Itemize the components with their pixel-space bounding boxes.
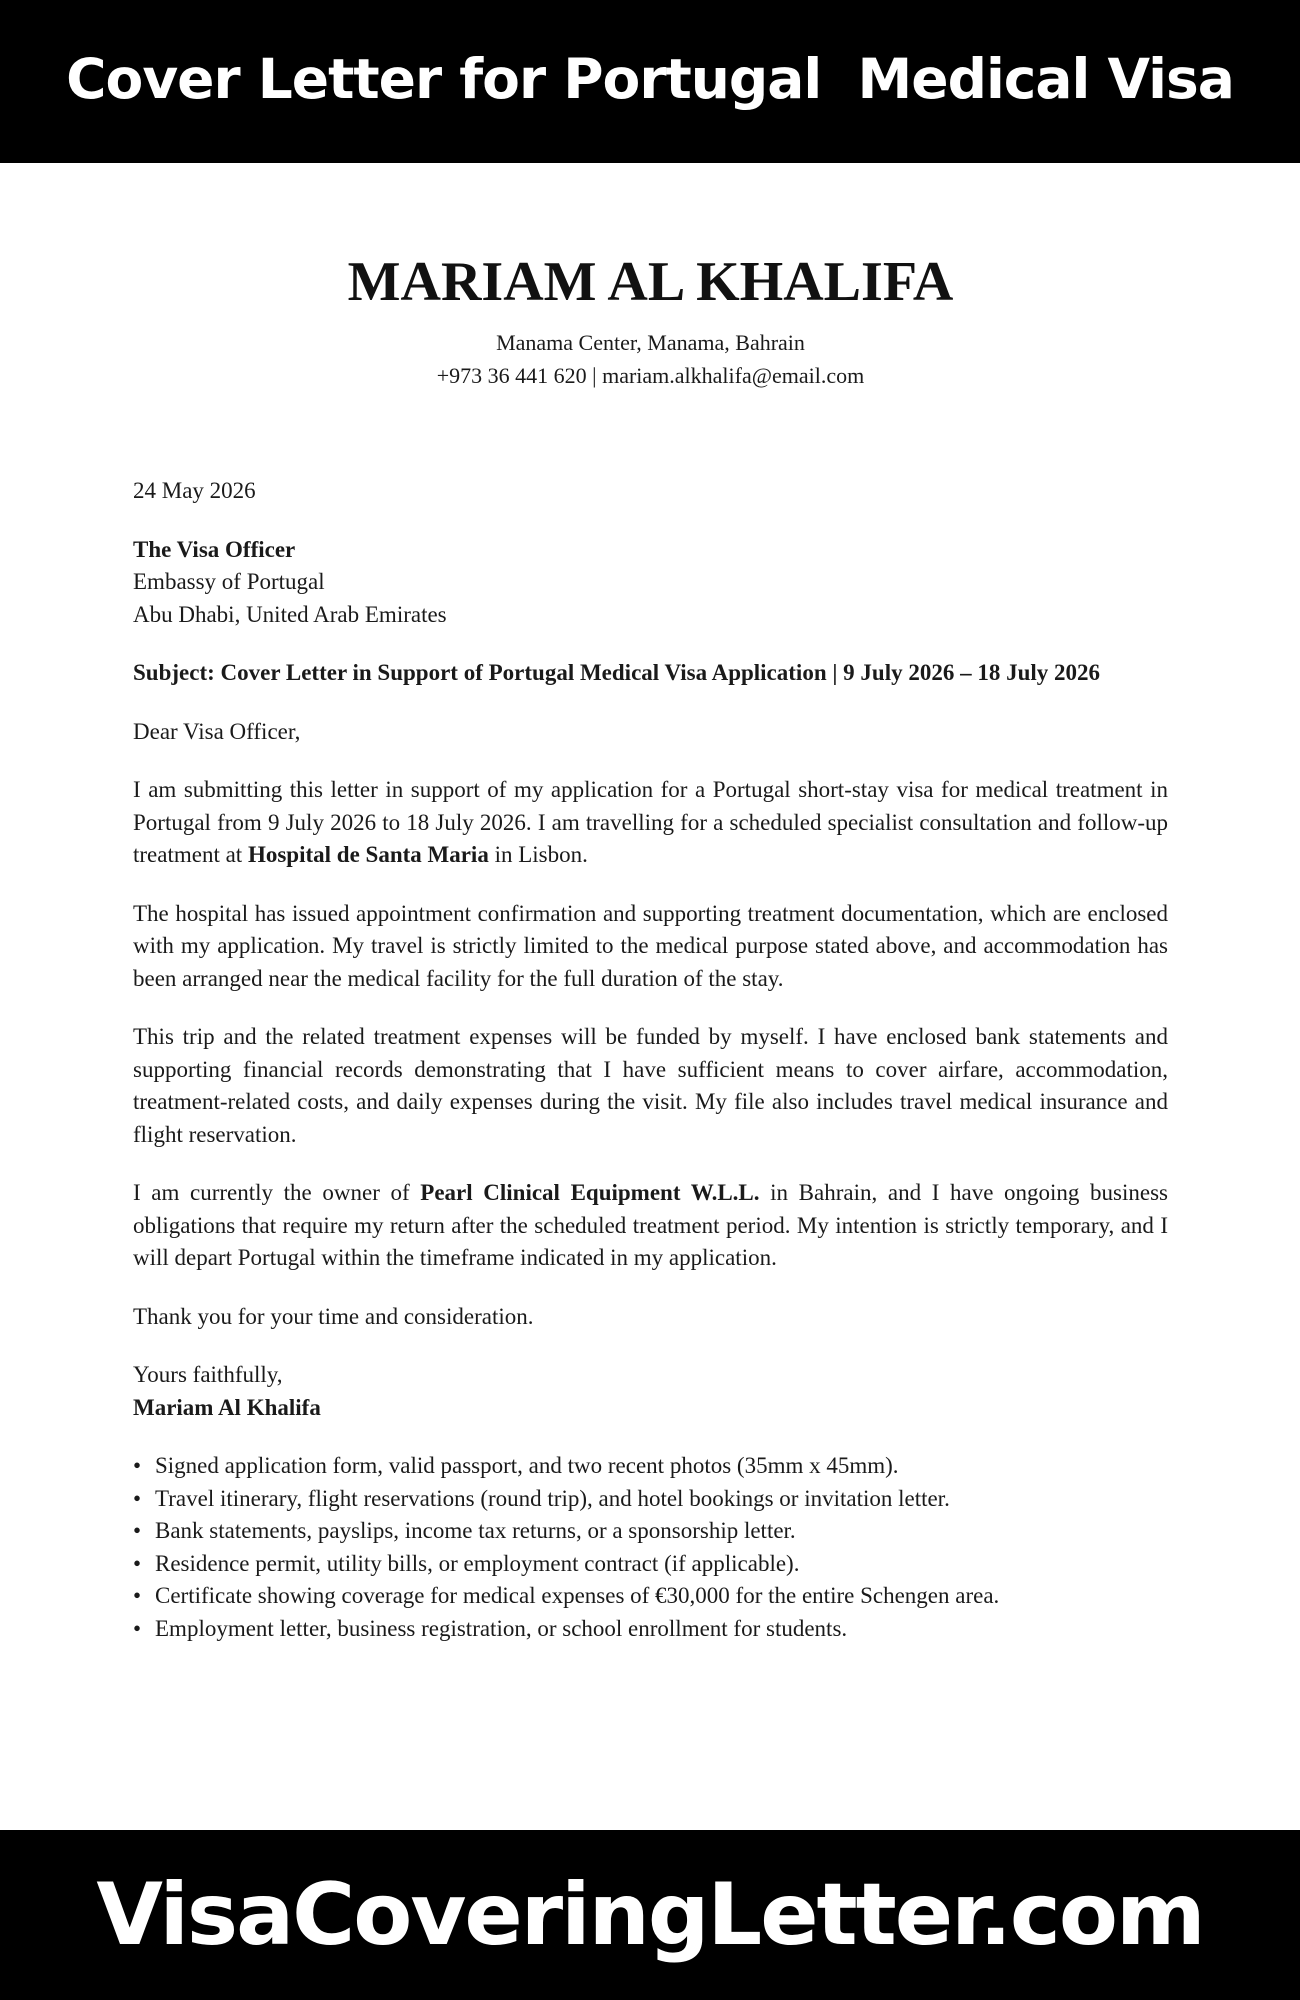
enclosure-text: Bank statements, payslips, income tax returns, or a sponsorship letter. — [155, 1518, 796, 1543]
recipient-location: Abu Dhabi, United Arab Emirates — [133, 601, 447, 627]
paragraph-ties-text-2: in Bahrain, and I have ongoing business obligations that require my return after the scheduled treatment period. My intention is strictly temporary, and I will depart Portugal within the timeframe indicated in my application. — [133, 1180, 1168, 1270]
bullet-icon: • — [133, 1615, 142, 1641]
subject-line: Subject: Cover Letter in Support of Portugal Medical Visa Application | 9 July 2026 – 18 July 2026 — [133, 660, 1101, 685]
sender-name: MARIAM AL KHALIFA — [347, 251, 954, 313]
signature-name: Mariam Al Khalifa — [133, 1394, 321, 1420]
enclosure-text: Residence permit, utility bills, or employment contract (if applicable). — [155, 1550, 800, 1576]
sender-address: Manama Center, Manama, Bahrain — [496, 330, 805, 355]
top-banner — [0, 0, 1300, 163]
bullet-icon: • — [133, 1518, 142, 1543]
enclosure-list — [133, 1450, 1168, 1645]
paragraph-ties-text-1: I am currently the owner of — [133, 1180, 421, 1205]
enclosure-item — [133, 1580, 1168, 1613]
bullet-icon: • — [133, 1485, 142, 1511]
enclosure-item — [133, 1483, 1168, 1516]
bullet-icon: • — [133, 1583, 142, 1608]
letter-date: 24 May 2026 — [133, 478, 256, 503]
recipient-title: The Visa Officer — [133, 536, 296, 562]
enclosure-item — [133, 1548, 1168, 1581]
paragraph-purpose-text-1: I am submitting this letter in support of my application for a Portugal short-stay visa for medical treatment in Portugal from 9 July 2026 to 18 July 2026. I am travelling for a scheduled specialist consultation and follow-up treatment at — [133, 777, 1168, 867]
enclosure-text: Signed application form, valid passport, and two recent photos (35mm x 45mm). — [155, 1453, 899, 1478]
enclosure-item — [133, 1613, 1168, 1646]
paragraph-purpose — [133, 774, 1168, 872]
enclosure-text: Certificate showing coverage for medical expenses of €30,000 for the entire Schengen area. — [155, 1583, 1000, 1608]
paragraph-funding: This trip and the related treatment expenses will be funded by myself. I have enclosed bank statements and supporting financial records demonstrating that I have sufficient means to cover airfare, accommodation, treatment-related costs, and daily expenses during the visit. My file also includes travel medical insurance and flight reservation. — [133, 1024, 1168, 1147]
recipient-organization: Embassy of Portugal — [133, 569, 325, 594]
closing-block — [133, 1359, 1168, 1424]
bullet-icon: • — [133, 1550, 142, 1576]
bullet-icon: • — [133, 1453, 142, 1478]
hospital-name: Hospital de Santa Maria — [247, 842, 489, 867]
website-name: VisaCoveringLetter.com — [96, 1865, 1204, 1965]
enclosure-text: Employment letter, business registration, or school enrollment for students. — [155, 1615, 848, 1641]
sender-contact: +973 36 441 620 | mariam.alkhalifa@email.com — [436, 363, 865, 388]
enclosure-item — [133, 1450, 1168, 1483]
recipient-block — [133, 534, 1168, 632]
paragraph-purpose-text-2: in Lisbon. — [488, 842, 588, 867]
enclosure-item — [133, 1515, 1168, 1548]
paragraph-documentation: The hospital has issued appointment confirmation and supporting treatment documentation, which are enclosed with my application. My travel is strictly limited to the medical purpose stated above, and accommodation has been arranged near the medical facility for the full duration of the stay. — [133, 900, 1168, 991]
enclosure-text: Travel itinerary, flight reservations (round trip), and hotel bookings or invitation letter. — [155, 1485, 950, 1511]
salutation: Dear Visa Officer, — [133, 718, 301, 744]
paragraph-ties — [133, 1177, 1168, 1275]
cover-letter — [133, 250, 1168, 1645]
bottom-banner — [0, 1830, 1300, 2000]
banner-title: Cover Letter for Portugal Medical Visa — [66, 46, 1234, 111]
paragraph-thanks: Thank you for your time and consideration. — [133, 1303, 534, 1329]
company-name: Pearl Clinical Equipment W.L.L. — [420, 1180, 760, 1205]
valediction: Yours faithfully, — [133, 1362, 283, 1387]
